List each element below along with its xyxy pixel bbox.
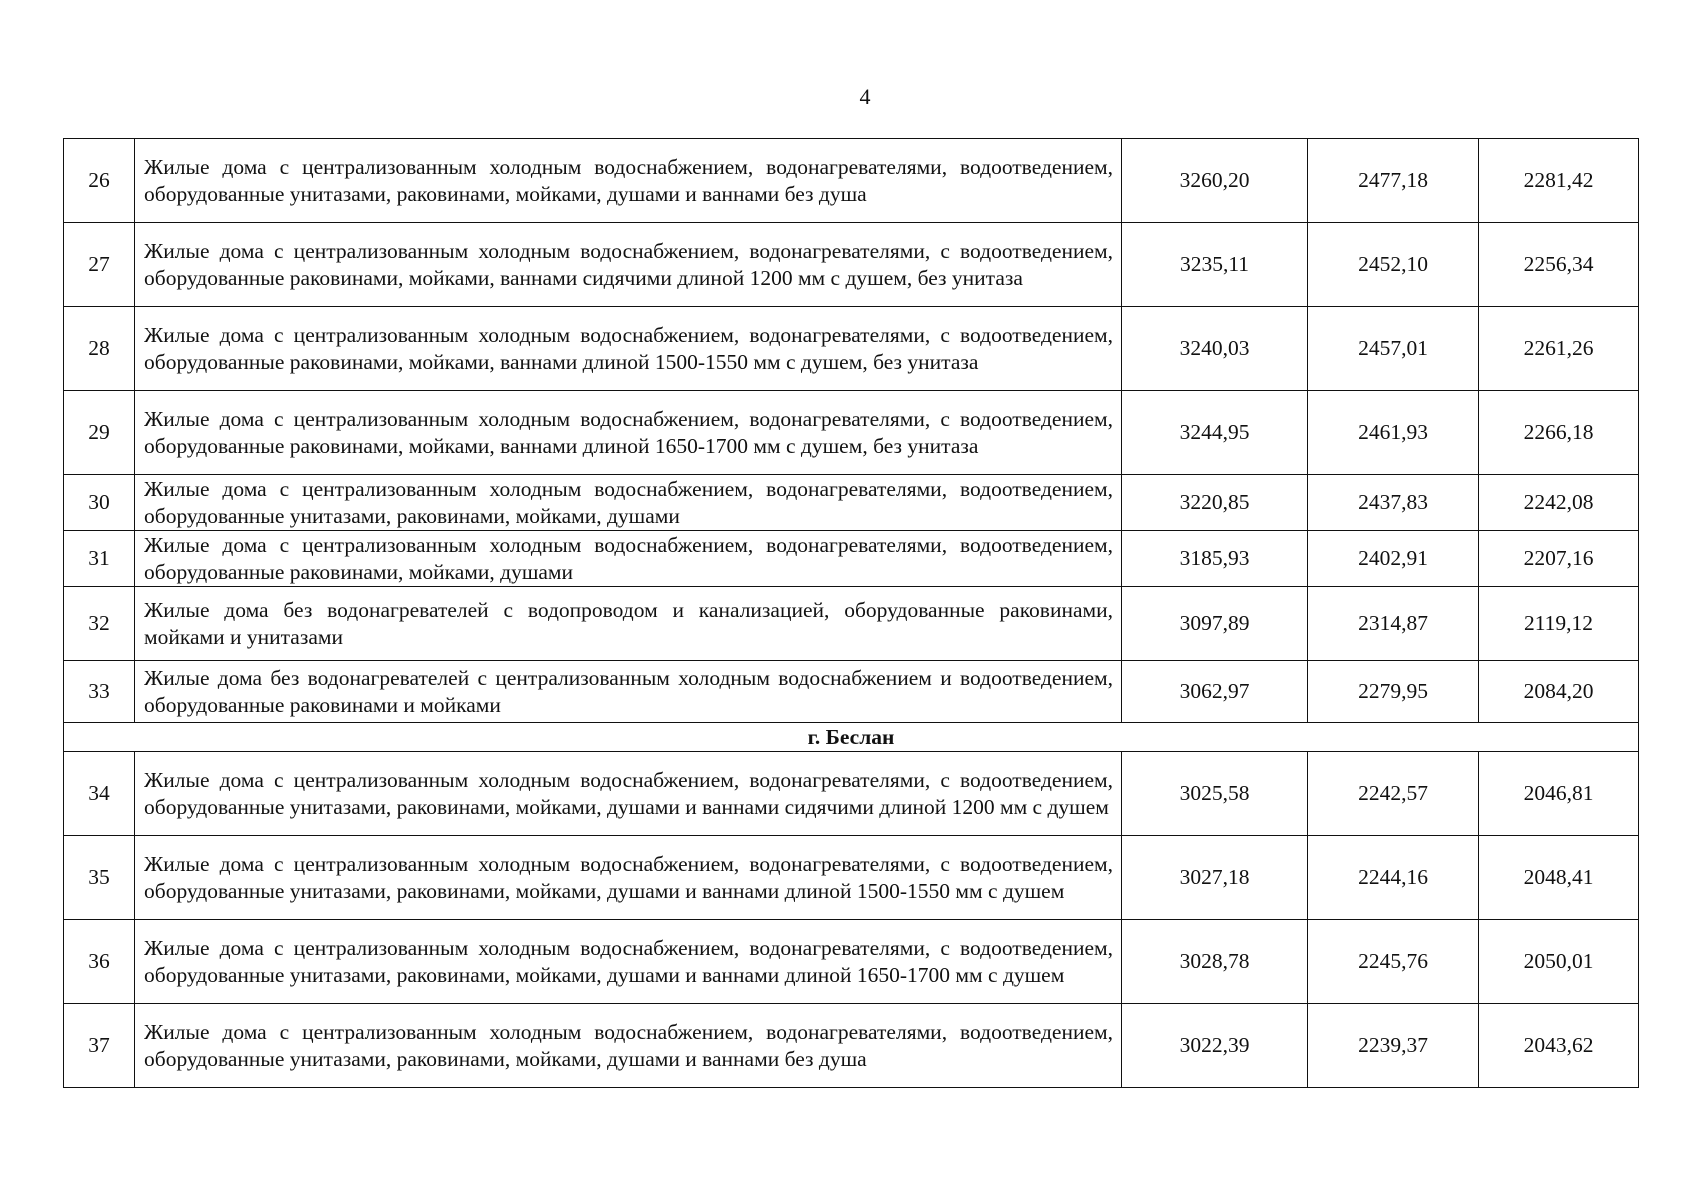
- row-value-2: 2457,01: [1308, 307, 1479, 391]
- row-description: Жилые дома с централизованным холодным водоснабжением, водонагревателями, водоотведением, оборудованные унитазами, раковинами, мойками, душами: [135, 475, 1122, 531]
- row-number: 37: [64, 1004, 135, 1088]
- row-value-1: 3235,11: [1122, 223, 1308, 307]
- row-number: 36: [64, 920, 135, 1004]
- table-row: [64, 587, 1639, 661]
- row-number: 31: [64, 531, 135, 587]
- row-value-1: 3260,20: [1122, 139, 1308, 223]
- section-header-row: [64, 723, 1639, 752]
- row-value-2: 2437,83: [1308, 475, 1479, 531]
- table-row: [64, 1004, 1639, 1088]
- row-value-3: 2242,08: [1479, 475, 1639, 531]
- row-value-2: 2242,57: [1308, 752, 1479, 836]
- row-value-1: 3022,39: [1122, 1004, 1308, 1088]
- row-description: Жилые дома с централизованным холодным водоснабжением, водонагревателями, с водоотведением, оборудованные раковинами, мойками, ваннами сидячими длиной 1200 мм с душем, без унитаза: [135, 223, 1122, 307]
- row-value-2: 2239,37: [1308, 1004, 1479, 1088]
- row-value-1: 3220,85: [1122, 475, 1308, 531]
- row-value-2: 2244,16: [1308, 836, 1479, 920]
- row-value-2: 2452,10: [1308, 223, 1479, 307]
- table-row: [64, 836, 1639, 920]
- row-description: Жилые дома с централизованным холодным водоснабжением, водонагревателями, с водоотведением, оборудованные унитазами, раковинами, мойками, душами и ваннами длиной 1500-1550 мм с душем: [135, 836, 1122, 920]
- table-row: [64, 475, 1639, 531]
- row-value-3: 2256,34: [1479, 223, 1639, 307]
- row-value-1: 3185,93: [1122, 531, 1308, 587]
- row-description: Жилые дома с централизованным холодным водоснабжением, водонагревателями, с водоотведением, оборудованные унитазами, раковинами, мойками, душами и ваннами сидячими длиной 1200 мм с душем: [135, 752, 1122, 836]
- row-number: 26: [64, 139, 135, 223]
- row-value-2: 2402,91: [1308, 531, 1479, 587]
- row-description: Жилые дома с централизованным холодным водоснабжением, водонагревателями, водоотведением, оборудованные унитазами, раковинами, мойками, душами и ваннами без душа: [135, 1004, 1122, 1088]
- row-value-3: 2281,42: [1479, 139, 1639, 223]
- row-number: 29: [64, 391, 135, 475]
- row-number: 30: [64, 475, 135, 531]
- row-value-2: 2477,18: [1308, 139, 1479, 223]
- row-value-3: 2048,41: [1479, 836, 1639, 920]
- row-value-3: 2119,12: [1479, 587, 1639, 661]
- row-value-3: 2266,18: [1479, 391, 1639, 475]
- row-value-1: 3062,97: [1122, 661, 1308, 723]
- row-value-3: 2050,01: [1479, 920, 1639, 1004]
- row-description: Жилые дома с централизованным холодным водоснабжением, водонагревателями, с водоотведением, оборудованные раковинами, мойками, ваннами длиной 1500-1550 мм с душем, без унитаза: [135, 307, 1122, 391]
- table-row: [64, 307, 1639, 391]
- row-value-1: 3097,89: [1122, 587, 1308, 661]
- table-row: [64, 139, 1639, 223]
- row-value-1: 3244,95: [1122, 391, 1308, 475]
- table-row: [64, 391, 1639, 475]
- row-number: 34: [64, 752, 135, 836]
- row-value-1: 3027,18: [1122, 836, 1308, 920]
- page-number: 4: [859, 84, 871, 109]
- row-value-3: 2084,20: [1479, 661, 1639, 723]
- table-row: [64, 920, 1639, 1004]
- row-value-3: 2207,16: [1479, 531, 1639, 587]
- row-value-3: 2043,62: [1479, 1004, 1639, 1088]
- section-title: г. Беслан: [64, 723, 1639, 752]
- row-description: Жилые дома с централизованным холодным водоснабжением, водонагревателями, водоотведением, оборудованные раковинами, мойками, душами: [135, 531, 1122, 587]
- row-value-3: 2046,81: [1479, 752, 1639, 836]
- row-description: Жилые дома с централизованным холодным водоснабжением, водонагревателями, с водоотведением, оборудованные унитазами, раковинами, мойками, душами и ваннами длиной 1650-1700 мм с душем: [135, 920, 1122, 1004]
- row-value-2: 2279,95: [1308, 661, 1479, 723]
- row-number: 27: [64, 223, 135, 307]
- row-description: Жилые дома с централизованным холодным водоснабжением, водонагревателями, с водоотведением, оборудованные раковинами, мойками, ваннами длиной 1650-1700 мм с душем, без унитаза: [135, 391, 1122, 475]
- row-value-3: 2261,26: [1479, 307, 1639, 391]
- row-value-1: 3025,58: [1122, 752, 1308, 836]
- row-value-1: 3028,78: [1122, 920, 1308, 1004]
- row-description: Жилые дома без водонагревателей с централизованным холодным водоснабжением и водоотведением, оборудованные раковинами и мойками: [135, 661, 1122, 723]
- row-number: 28: [64, 307, 135, 391]
- row-value-2: 2245,76: [1308, 920, 1479, 1004]
- row-number: 33: [64, 661, 135, 723]
- row-value-2: 2314,87: [1308, 587, 1479, 661]
- row-value-1: 3240,03: [1122, 307, 1308, 391]
- row-description: Жилые дома с централизованным холодным водоснабжением, водонагревателями, водоотведением, оборудованные унитазами, раковинами, мойками, душами и ваннами без душа: [135, 139, 1122, 223]
- row-value-2: 2461,93: [1308, 391, 1479, 475]
- table-row: [64, 752, 1639, 836]
- tariff-table: [63, 138, 1639, 1088]
- table-row: [64, 531, 1639, 587]
- row-number: 35: [64, 836, 135, 920]
- table-row: [64, 223, 1639, 307]
- row-description: Жилые дома без водонагревателей с водопроводом и канализацией, оборудованные раковинами, мойками и унитазами: [135, 587, 1122, 661]
- row-number: 32: [64, 587, 135, 661]
- table-row: [64, 661, 1639, 723]
